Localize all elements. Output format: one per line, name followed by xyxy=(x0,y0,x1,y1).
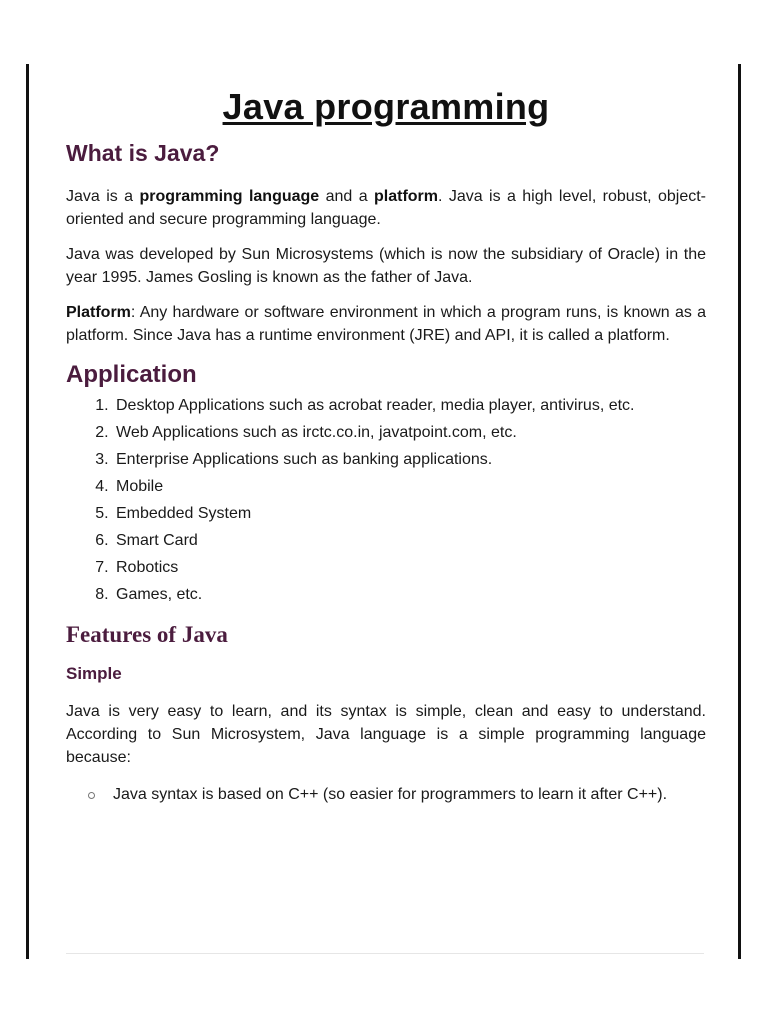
list-item: 7. Robotics xyxy=(113,557,706,579)
list-item: 5. Embedded System xyxy=(113,503,706,525)
text-run: . Java is a high level, robust, object-oriented and secure programming language. xyxy=(66,188,707,228)
application-heading: Application xyxy=(66,361,197,388)
bold-term-programming-language: programming language xyxy=(139,188,320,205)
list-item: 2. Web Applications such as irctc.co.in, javatpoint.com, etc. xyxy=(113,422,706,444)
page-title: Java programming xyxy=(222,86,550,127)
text-run: and a xyxy=(319,188,374,205)
list-item: 8. Games, etc. xyxy=(113,584,706,606)
platform-paragraph xyxy=(66,301,706,347)
divider xyxy=(66,953,704,954)
page-border-left xyxy=(26,64,29,959)
list-item xyxy=(88,783,706,806)
page-border-right xyxy=(738,64,741,959)
bullet-text: Java syntax is based on C++ (so easier for programmers to learn it after C++). xyxy=(113,786,668,803)
text-run: : Any hardware or software environment in which a program runs, is known as a platform. Since Java has a runtime environment (JRE) and API, it is called a platform. xyxy=(66,304,706,344)
document-page xyxy=(66,86,706,806)
application-list xyxy=(66,395,706,606)
text-run: Java is a xyxy=(66,188,140,205)
features-heading: Features of Java xyxy=(66,622,228,647)
simple-heading: Simple xyxy=(66,664,122,683)
list-item: 1. Desktop Applications such as acrobat reader, media player, antivirus, etc. xyxy=(113,395,706,417)
hollow-bullet-icon xyxy=(88,792,95,799)
history-paragraph: Java was developed by Sun Microsystems (which is now the subsidiary of Oracle) in the year 1995. James Gosling is known as the father of Java. xyxy=(66,246,706,286)
list-item: 3. Enterprise Applications such as banking applications. xyxy=(113,449,706,471)
simple-bullet-list xyxy=(66,783,706,806)
simple-paragraph: Java is very easy to learn, and its syntax is simple, clean and easy to understand. According to Sun Microsystem, Java language is a simple programming language because: xyxy=(66,703,706,766)
what-is-java-paragraph xyxy=(66,185,706,231)
list-item: 6. Smart Card xyxy=(113,530,706,552)
bold-term-platform-def: Platform xyxy=(66,304,131,321)
bold-term-platform: platform xyxy=(374,188,438,205)
what-is-java-heading: What is Java? xyxy=(66,140,220,166)
list-item: 4. Mobile xyxy=(113,476,706,498)
